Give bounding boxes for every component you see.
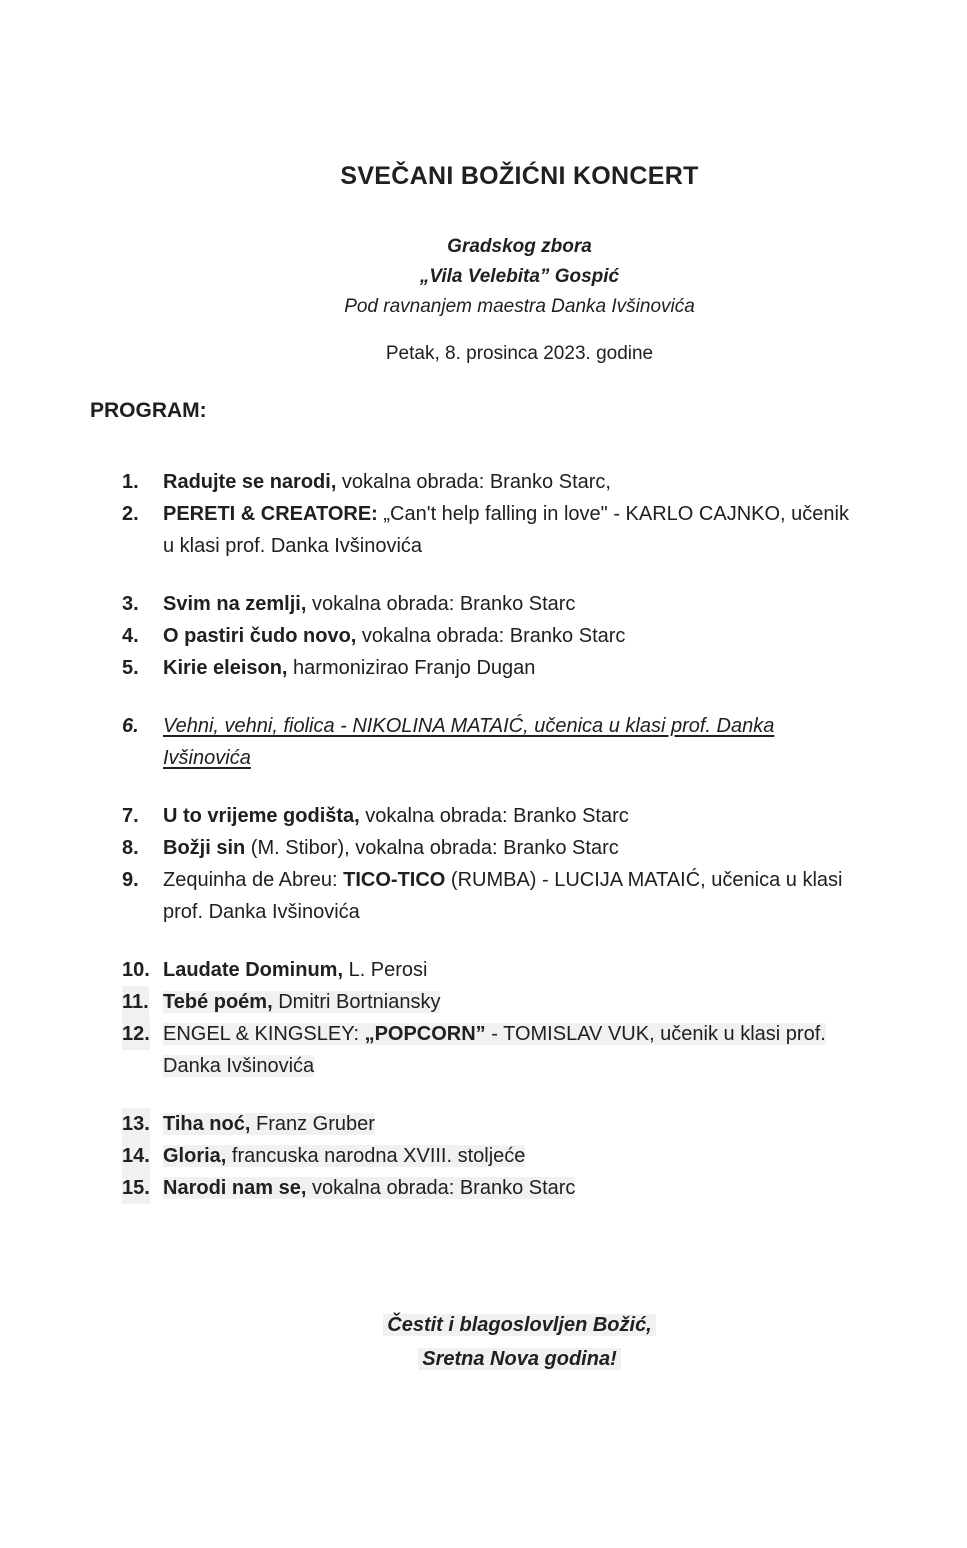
subtitle-choir-name: „Vila Velebita” Gospić — [419, 266, 620, 287]
item-text: Svim na zemlji, vokalna obrada: Branko Starc — [163, 593, 576, 615]
program-item-9 — [0, 864, 967, 928]
item-line — [0, 588, 967, 620]
closing-greeting — [72, 1308, 967, 1376]
item-number: 11. — [122, 986, 149, 1018]
program-group-6 — [0, 1108, 967, 1204]
item-number: 5. — [122, 657, 139, 679]
item-text: Božji sin (M. Stibor), vokalna obrada: Branko Starc — [163, 837, 619, 859]
program-group-4 — [0, 800, 967, 928]
item-text: U to vrijeme godišta, vokalna obrada: Branko Starc — [163, 805, 629, 827]
item-line — [0, 652, 967, 684]
item-text: Tiha noć, Franz Gruber — [163, 1113, 375, 1135]
program-item-15 — [0, 1172, 967, 1204]
greeting-line-1: Čestit i blagoslovljen Božić, — [72, 1308, 967, 1342]
item-number: 14. — [122, 1140, 150, 1172]
item-text: Tebé poém, Dmitri Bortniansky — [163, 991, 441, 1013]
item-number: 12. — [122, 1018, 150, 1050]
program-group-5 — [0, 954, 967, 1082]
item-text: Kirie eleison, harmonizirao Franjo Dugan — [163, 657, 536, 679]
program-group-3 — [0, 710, 967, 774]
item-number: 9. — [122, 869, 139, 891]
item-line — [0, 1172, 967, 1204]
item-text: Narodi nam se, vokalna obrada: Branko Starc — [163, 1177, 576, 1199]
greeting-line-2: Sretna Nova godina! — [72, 1342, 967, 1376]
subtitle-choir: Gradskog zbora — [447, 236, 592, 257]
concert-date: Petak, 8. prosinca 2023. godine — [385, 343, 654, 364]
item-text: O pastiri čudo novo, vokalna obrada: Branko Starc — [163, 625, 626, 647]
item-line — [0, 800, 967, 832]
program-item-12 — [0, 1018, 967, 1082]
item-text: Danka Ivšinovića — [163, 1055, 315, 1077]
item-line — [0, 710, 967, 742]
item-text: Ivšinovića — [163, 747, 251, 769]
item-line — [0, 986, 967, 1018]
item-number: 10. — [122, 959, 150, 981]
program-item-4 — [0, 620, 967, 652]
item-text: prof. Danka Ivšinovića — [163, 901, 360, 923]
item-text: Laudate Dominum, L. Perosi — [163, 959, 428, 981]
item-number: 13. — [122, 1108, 150, 1140]
item-line-continuation — [0, 530, 967, 562]
program-item-2 — [0, 498, 967, 562]
item-number: 2. — [122, 503, 139, 525]
item-line — [0, 1108, 967, 1140]
item-number: 4. — [122, 625, 139, 647]
item-text: Radujte se narodi, vokalna obrada: Branko Starc, — [163, 471, 611, 493]
document-title: SVEČANI BOŽIĆNI KONCERT — [340, 162, 699, 190]
program-item-13 — [0, 1108, 967, 1140]
item-line — [0, 832, 967, 864]
item-text: Vehni, vehni, fiolica - NIKOLINA MATAIĆ, učenica u klasi prof. Danka — [163, 715, 775, 737]
item-text: u klasi prof. Danka Ivšinovića — [163, 535, 423, 557]
item-line-continuation — [0, 896, 967, 928]
program-group-2 — [0, 588, 967, 684]
item-line — [0, 864, 967, 896]
program-item-3 — [0, 588, 967, 620]
subtitle-conductor: Pod ravnanjem maestra Danka Ivšinovića — [344, 296, 695, 317]
program-item-5 — [0, 652, 967, 684]
item-text: Zequinha de Abreu: TICO-TICO (RUMBA) - LUCIJA MATAIĆ, učenica u klasi — [163, 869, 843, 891]
item-number: 8. — [122, 837, 139, 859]
item-number: 7. — [122, 805, 139, 827]
item-number: 15. — [122, 1172, 150, 1204]
program-list — [0, 466, 967, 1204]
item-line — [0, 620, 967, 652]
item-line — [0, 1140, 967, 1172]
program-item-14 — [0, 1140, 967, 1172]
item-line — [0, 1018, 967, 1050]
item-number: 1. — [122, 471, 139, 493]
program-heading: PROGRAM: — [90, 399, 207, 422]
item-text: PERETI & CREATORE: „Can't help falling in love" - KARLO CAJNKO, učenik — [163, 503, 849, 525]
program-item-7 — [0, 800, 967, 832]
item-line-continuation — [0, 742, 967, 774]
item-line — [0, 954, 967, 986]
program-group-1 — [0, 466, 967, 562]
program-item-11 — [0, 986, 967, 1018]
item-number: 6. — [122, 715, 139, 737]
item-line — [0, 466, 967, 498]
item-number: 3. — [122, 593, 139, 615]
program-item-10 — [0, 954, 967, 986]
subtitle-block — [72, 232, 967, 322]
item-text: Gloria, francuska narodna XVIII. stoljeće — [163, 1145, 526, 1167]
program-item-1 — [0, 466, 967, 498]
item-line — [0, 498, 967, 530]
program-item-8 — [0, 832, 967, 864]
item-text: ENGEL & KINGSLEY: „POPCORN” - TOMISLAV VUK, učenik u klasi prof. — [163, 1023, 826, 1045]
item-line-continuation — [0, 1050, 967, 1082]
program-item-6 — [0, 710, 967, 774]
